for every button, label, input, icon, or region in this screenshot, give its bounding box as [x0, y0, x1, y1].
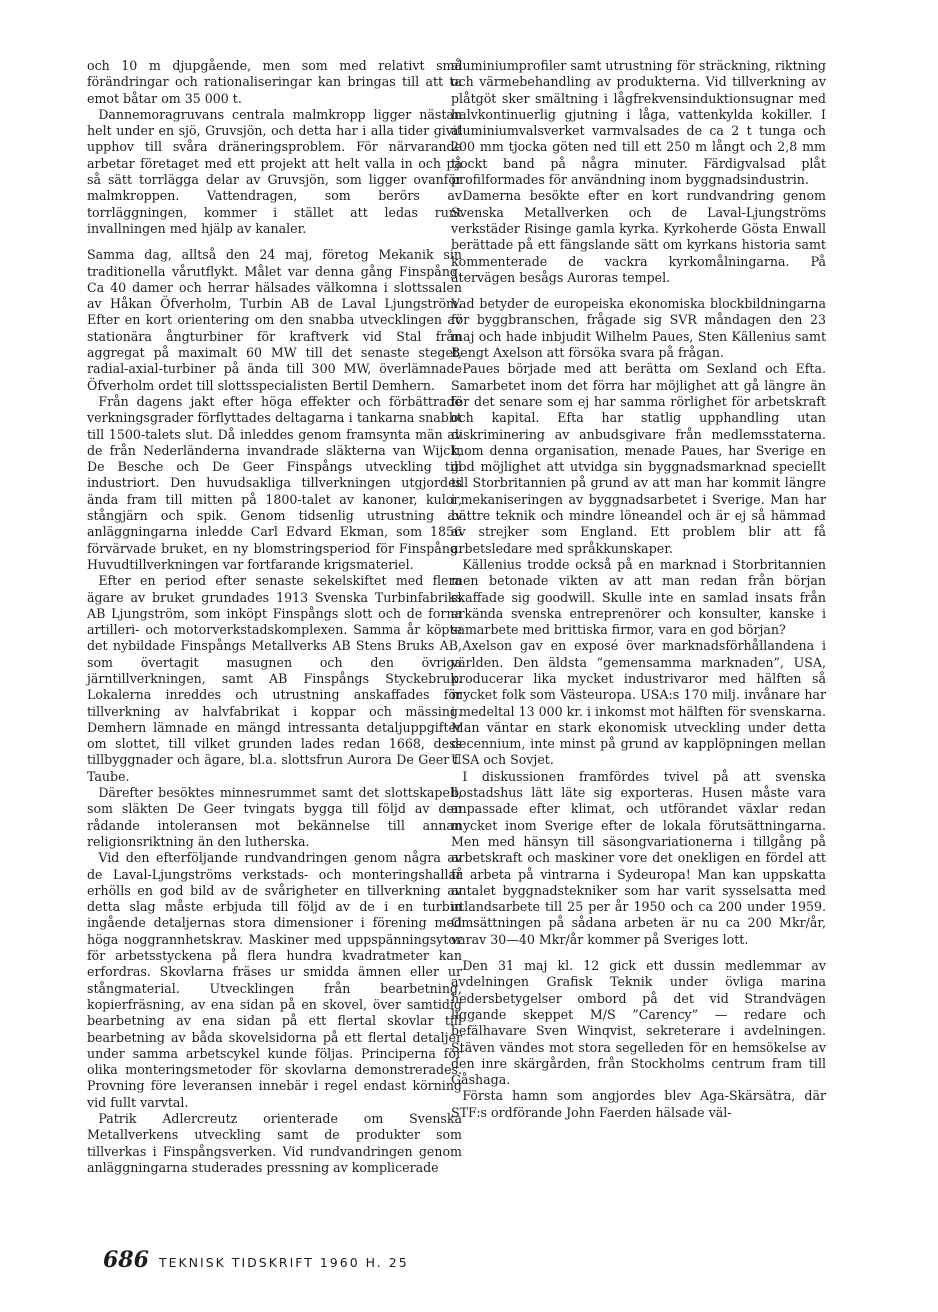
paragraph: Vad betyder de europeiska ekonomiska blockbildningarna för byggbranschen, frågade sig SVR måndagen den 23 maj och hade inbjudit Wilhelm Paues, Sten Källenius samt Bengt Axelson att försöka svara på frågan.	[451, 296, 826, 361]
paragraph: I diskussionen framfördes tvivel på att svenska bostadshus lätt läte sig exporteras. Husen måste vara anpassade efter klimat, och utförandet växlar redan mycket inom Sverige efter de lokala förutsättningarna. Men med hänsyn till säsongvariationerna i tillgång på arbetskraft och maskiner vore det onekligen en fördel att få arbeta på vintrarna i Sydeuropa! Man kan uppskatta antalet byggnadstekniker som har varit sysselsatta med utlandsarbete till 25 per år 1950 och ca 200 under 1959. Omsättningen på sådana arbeten är nu ca 200 Mkr/år, varav 30—40 Mkr/år kommer på Sveriges lott.	[451, 768, 826, 947]
left-column	[87, 58, 462, 1176]
paragraph: Samma dag, alltså den 24 maj, företog Mekanik sin traditionella vårutflykt. Målet var denna gång Finspång. Ca 40 damer och herrar hälsades välkomna i slottssalen av Håkan Öfverholm, Turbin AB de Laval Ljungström. Efter en kort orientering om den snabba utvecklingen av stationära ångturbiner för kraftverk vid Stal från aggregat på maximalt 60 MW till det senaste steget, radial-axial-turbiner på ända till 300 MW, överlämnade Öfverholm ordet till slottsspecialisten Bertil Demhern.	[87, 247, 462, 393]
paragraph: Dannemoragruvans centrala malmkropp ligger nästan helt under en sjö, Gruvsjön, och detta har i alla tider givit upphov till svåra dräneringsproblem. För närvarande arbetar företaget med ett projekt att helt valla in och på så sätt torrlägga delar av Gruvsjön, som ligger ovanför malmkroppen. Vattendragen, som berörs av torrläggningen, kommer i stället att ledas runt invallningen med hjälp av kanaler.	[87, 106, 462, 236]
paragraph: Axelson gav en exposé över marknadsförhållandena i världen. Den äldsta ”gemensamma marknaden”, USA, producerar lika mycket industrivaror med hälften så mycket folk som Västeuropa. USA:s 170 milj. invånare har i medeltal 13 000 kr. i inkomst mot hälften för svenskarna. Man väntar en stark ekonomisk utveckling under detta decennium, inte minst på grund av kapplöpningen mellan USA och Sovjet.	[451, 638, 826, 768]
page-number: 686	[103, 1247, 149, 1273]
paragraph: Damerna besökte efter en kort rundvandring genom Svenska Metallverken och de Laval-Ljungströms verkstäder Risinge gamla kyrka. Kyrkoherde Gösta Enwall berättade på ett fängslande sätt om kyrkans historia samt kommenterade de vackra kyrkomålningarna. På återvägen besågs Auroras tempel.	[451, 188, 826, 285]
paragraph: Från dagens jakt efter höga effekter och förbättrade verkningsgrader förflyttades deltagarna i tankarna snabbt till 1500-talets slut. Då inleddes genom framsynta män av de från Nederländerna invandrade släkterna van Wijck, De Besche och De Geer Finspångs utveckling till industriort. Den huvudsakliga tillverkningen utgjordes ända fram till mitten på 1800-talet av kanoner, kulor, stångjärn och spik. Genom tidsenlig utrustning av anläggningarna inledde Carl Edvard Ekman, som 1856 förvärvade bruket, en ny blomstringsperiod för Finspång. Huvudtillverkningen var fortfarande krigsmateriel.	[87, 393, 462, 572]
paragraph: och 10 m djupgående, men som med relativt små förändringar och rationaliseringar kan bringas till att ta emot båtar om 35 000 t.	[87, 58, 462, 106]
paragraph: Första hamn som angjordes blev Aga-Skärsätra, där STF:s ordförande John Faerden hälsade väl-	[451, 1088, 826, 1120]
paragraph: Paues började med att berätta om Sexland och Efta. Samarbetet inom det förra har möjlighet att gå längre än för det senare som ej har samma rörlighet för arbetskraft och kapital. Efta har statlig upphandling utan diskriminering av anbudsgivare från medlemsstaterna. Inom denna organisation, menade Paues, har Sverige en god möjlighet att utvidga sin byggnadsmarknad speciellt till Storbritannien på grund av att man har kommit längre i mekaniseringen av byggnadsarbetet i Sverige. Man har bättre teknik och mindre löneandel och är ej så hämmad av strejker som England. Ett problem blir att få arbetsledare med språkkunskaper.	[451, 361, 826, 556]
paragraph: Patrik Adlercreutz orienterade om Svenska Metallverkens utveckling samt de produkter som tillverkas i Finspångsverken. Vid rundvandringen genom anläggningarna studerades pressning av komplicerade	[87, 1111, 462, 1175]
paragraph: Därefter besöktes minnesrummet samt det slottskapell, som släkten De Geer tvingats bygga till följd av den rådande intoleransen mot bekännelse till annan religionsriktning än den lutherska.	[87, 785, 462, 849]
journal-title: TEKNISK TIDSKRIFT 1960 H. 25	[158, 1255, 409, 1270]
paragraph: Vid den efterföljande rundvandringen genom några av de Laval-Ljungströms verkstads- och monteringshallar erhölls en god bild av de svårigheter en tillverkning av detta slag måste erbjuda till följd av de i en turbin ingående detaljernas stora dimensioner i förening med höga noggrannhetskrav. Maskiner med uppspänningsytor för arbetsstyckena på flera hundra kvadratmeter kan erfordras. Skovlarna fräses ur smidda ämnen eller ur stångmaterial. Utvecklingen från bearbetning, kopierfräsning, av ena sidan på en skovel, över samtidig bearbetning av ena sidan på ett flertal skovlar till bearbetning av båda skovelsidorna på ett flertal detaljer under samma arbetscykel kunde följas. Principerna för olika monteringsmetoder för skovlarna demonstrerades. Provning före leveransen innebär i regel endast körning vid fullt varvtal.	[87, 850, 462, 1110]
page-footer	[103, 1247, 409, 1273]
paragraph: Den 31 maj kl. 12 gick ett dussin medlemmar av avdelningen Grafisk Teknik under övliga marina hedersbetygelser ombord på det vid Strandvägen liggande skeppet M/S ”Carency” — redare och befälhavare Sven Winqvist, sekreterare i avdelningen. Stäven vändes mot stora segelleden för en hemsökelse av den inre skärgården, från Stockholms centrum fram till Gåshaga.	[451, 958, 826, 1088]
paragraph: Källenius trodde också på en marknad i Storbritannien men betonade vikten av att man redan från början skaffade sig goodwill. Skulle inte en samlad insats från erkända svenska entreprenörer och konsulter, kanske i samarbete med brittiska firmor, vara en god början?	[451, 556, 826, 638]
paragraph: aluminiumprofiler samt utrustning för sträckning, riktning och värmebehandling av produkterna. Vid tillverkning av plåtgöt sker smältning i lågfrekvensinduktionsugnar med halvkontinuerlig gjutning i låga, vattenkylda kokiller. I aluminiumvalsverket varmvalsades de ca 2 t tunga och 200 mm tjocka göten ned till ett 250 m långt och 2,8 mm tjockt band på några minuter. Färdigvalsad plåt profilformades för användning inom byggnadsindustrin.	[451, 58, 826, 188]
paragraph: Efter en period efter senaste sekelskiftet med flera ägare av bruket grundades 1913 Svenska Turbinfabriks AB Ljungström, som inköpt Finspångs slott och de forna artilleri- och motorverkstadskomplexen. Samma år köpte det nybildade Finspångs Metallverks AB Stens Bruks AB, som övertagit masugnen och den övriga järntillverkningen, samt AB Finspångs Styckebruk. Lokalerna inreddes och utrustning anskaffades för tillverkning av halvfabrikat i koppar och mässing. Demhern lämnade en mängd intressanta detaljuppgifter om slottet, till vilket grunden lades redan 1668, dess tillbyggnader och ägare, bl.a. slottsfrun Aurora De Geer f. Taube.	[87, 573, 462, 784]
right-column	[451, 58, 826, 1121]
